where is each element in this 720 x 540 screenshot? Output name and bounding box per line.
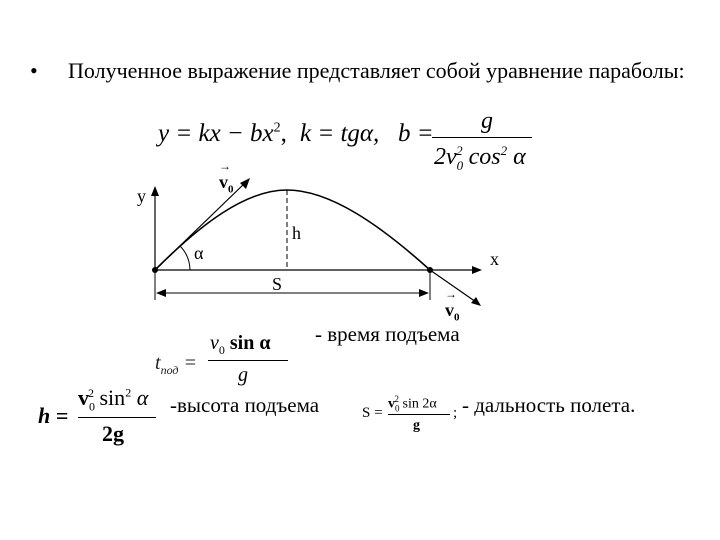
equation-b-numerator: g <box>481 108 493 134</box>
y-axis-label: y <box>137 186 146 206</box>
rise-time-description: - время подъема <box>315 322 460 346</box>
range-denominator: g <box>413 418 420 433</box>
rise-time-numerator: $v_0$ sin α <box>210 332 271 357</box>
alpha-arc <box>180 246 190 270</box>
eq-y: y = kx − bx <box>158 120 274 147</box>
height-denominator: 2g <box>102 421 124 446</box>
height-num-alpha: α <box>136 385 149 410</box>
height-num-v: v <box>78 385 89 410</box>
rise-time-t: t <box>155 352 161 374</box>
equation-k: k = tgα, <box>300 120 380 147</box>
landing-point <box>427 267 433 273</box>
range-numerator: $v_0^2$ sin 2α <box>388 394 437 414</box>
alpha-label: α <box>194 243 204 263</box>
rise-time-bar <box>208 360 288 361</box>
x-axis-arrow <box>472 266 482 274</box>
range-arrow-right <box>419 289 429 297</box>
y-axis-arrow <box>151 186 159 196</box>
range-arrow-left <box>156 289 166 297</box>
range-label: S <box>272 274 283 294</box>
height-description: -высота подъема <box>170 393 320 417</box>
height-numerator: $v_0^2$ $\sin^2 \alpha$ <box>78 385 149 414</box>
launch-point <box>152 267 158 273</box>
height-bar <box>78 417 156 418</box>
bullet-icon: • <box>30 58 38 83</box>
rise-time-num-sin: sin α <box>229 332 271 354</box>
v0-end-label-v: v <box>445 300 454 320</box>
x-axis-label: x <box>490 249 499 269</box>
range-num-sin: sin 2α <box>402 396 437 412</box>
b-den-cos: cos <box>468 144 501 170</box>
range-num-v: v <box>388 396 395 412</box>
equation-b-lhs: b = <box>398 120 434 147</box>
b-den-alpha: α <box>513 144 526 170</box>
range-description: - дальность полета. <box>462 393 636 417</box>
bullet-text: Полученное выражение представляет собой уравнение параболы: <box>68 58 685 83</box>
equation-b-denominator: $2v_0^2$ $\cos^2 \alpha$ <box>434 143 526 173</box>
equation-parabola: y = kx − $bx^2$, <box>158 120 287 147</box>
b-den-v: 2v <box>434 144 457 170</box>
range-bar <box>388 414 450 415</box>
height-lhs <box>38 403 68 429</box>
v0-label: v → $_0$ <box>219 159 234 196</box>
height-label: h <box>292 223 301 243</box>
rise-time-denominator: g <box>238 364 248 386</box>
height-h: h = <box>38 403 69 428</box>
height-num-sin: sin <box>99 385 126 410</box>
rise-time-num-v: v <box>210 332 219 354</box>
rise-time-lhs: $t_{под}$ = <box>155 352 197 377</box>
rise-time-sub: под <box>160 363 179 377</box>
range-lhs: S = <box>362 405 383 421</box>
range-semicolon: ; <box>453 405 458 421</box>
v0-vector-arrow <box>240 178 250 189</box>
v0-label-v: v <box>219 172 228 192</box>
v0-end-label: v → $_0$ <box>445 287 460 324</box>
v0-end-vector-arrow <box>471 297 481 306</box>
